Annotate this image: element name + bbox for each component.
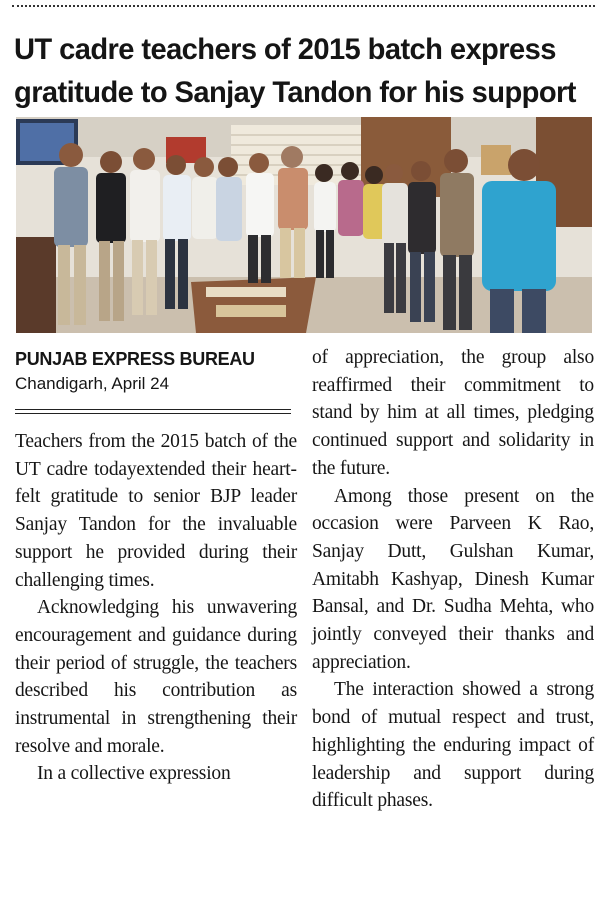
group-photo-illustration xyxy=(16,117,592,333)
byline: PUNJAB EXPRESS BUREAU xyxy=(15,349,255,369)
article-headline: UT cadre teachers of 2015 batch express gratitude to Sanjay Tandon for his support xyxy=(14,33,576,109)
paragraph: of appreciation, the group also reaffirmed their commitment to stand by him at all times, pledging continued support and solidarity in the future. xyxy=(312,347,594,479)
group-photo xyxy=(16,117,592,333)
left-body xyxy=(15,428,297,788)
paragraph: Among those present on the occasion were Parveen K Rao, Sanjay Dutt, Gulshan Kumar, Amitabh Kashyap, Dinesh Kumar Bansal, and Dr. Sudha Mehta, who jointly conveyed their thanks and appreciation. xyxy=(312,485,594,673)
top-dotted-rule xyxy=(12,5,595,7)
dateline: Chandigarh, April 24 xyxy=(15,374,170,393)
byline-separator xyxy=(15,409,291,414)
paragraph: The interaction showed a strong bond of mutual respect and trust, highlighting the enduring impact of leadership and support during difficult phases. xyxy=(312,679,594,812)
right-column xyxy=(312,344,594,815)
paragraph: Acknowledging his unwavering encouragement and guidance during their period of struggle, the teachers described his contribution as instrumental in strengthening their resolve and morale. xyxy=(15,597,297,757)
left-column xyxy=(15,344,297,788)
paragraph: Teachers from the 2015 batch of the UT cadre todayextended their heartfelt gratitude to senior BJP leader Sanjay Tandon for the invaluable support he provided during their challenging times. xyxy=(15,431,297,591)
paragraph: In a collective expression xyxy=(37,763,231,785)
right-body xyxy=(312,344,594,815)
